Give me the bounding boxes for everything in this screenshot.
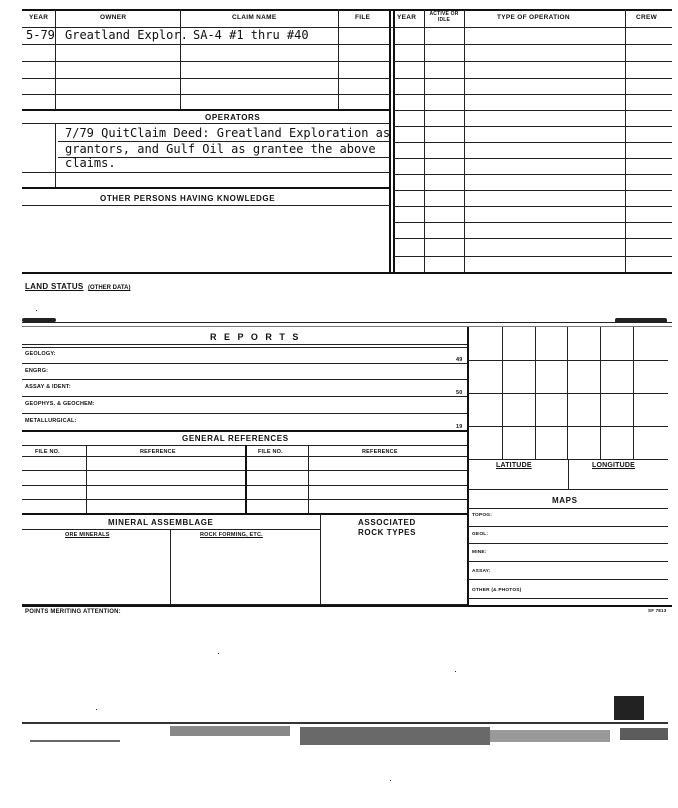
maps-topog: TOPOG: xyxy=(472,513,493,518)
gr-header-file-no-1: FILE NO. xyxy=(35,449,60,455)
maps-mine: MINE: xyxy=(472,550,487,555)
row1-claim: SA-4 #1 thru #40 xyxy=(193,28,309,42)
longitude-label: LONGITUDE xyxy=(592,462,636,469)
header-file: FILE xyxy=(355,14,371,21)
header-crew: CREW xyxy=(636,14,658,21)
report-label-engrg: ENGRG: xyxy=(25,368,49,374)
associated-label: ASSOCIATED xyxy=(358,518,416,527)
report-num-geology: 49 xyxy=(456,357,463,363)
maps-assay: ASSAY: xyxy=(472,569,491,574)
report-label-metallurgical: METALLURGICAL: xyxy=(25,418,77,424)
report-label-assay: ASSAY & IDENT: xyxy=(25,384,71,390)
points-meriting-attention: POINTS MERITING ATTENTION: xyxy=(25,609,121,615)
gr-header-file-no-2: FILE NO. xyxy=(258,449,283,455)
form-number: SF 7813 xyxy=(648,608,667,613)
operators-line-1: 7/79 QuitClaim Deed: Greatland Exploration as xyxy=(65,126,391,140)
header-active-or-idle: ACTIVE OR IDLE xyxy=(429,11,459,23)
operators-line-3: claims. xyxy=(65,156,116,170)
row1-owner: Greatland Explor. xyxy=(65,28,188,42)
land-status-heading xyxy=(25,276,130,294)
header-year: YEAR xyxy=(29,14,49,21)
ore-minerals-header: ORE MINERALS xyxy=(65,532,110,538)
reports-title: R E P O R T S xyxy=(210,332,301,342)
rock-forming-header: ROCK FORMING, ETC. xyxy=(200,532,263,538)
report-label-geophys: GEOPHYS. & GEOCHEM: xyxy=(25,401,95,407)
land-status-subtitle: (OTHER DATA) xyxy=(88,285,131,291)
report-num-assay: 50 xyxy=(456,390,463,396)
header-claim-name: CLAIM NAME xyxy=(232,14,277,21)
report-num-metallurgical: 19 xyxy=(456,424,463,430)
other-persons-title: OTHER PERSONS HAVING KNOWLEDGE xyxy=(100,194,276,203)
row1-year: 5-79 xyxy=(26,28,55,42)
maps-title: MAPS xyxy=(552,496,578,505)
header-type-of-operation: TYPE OF OPERATION xyxy=(497,14,570,21)
maps-other: OTHER (& PHOTOS) xyxy=(472,588,522,593)
maps-geol: GEOL: xyxy=(472,532,489,537)
gr-header-reference-1: REFERENCE xyxy=(140,449,176,455)
header-year-2: YEAR xyxy=(397,14,417,21)
report-label-geology: GEOLOGY: xyxy=(25,351,56,357)
gr-header-reference-2: REFERENCE xyxy=(362,449,398,455)
mineral-title: MINERAL ASSEMBLAGE xyxy=(108,518,214,527)
latitude-label: LATITUDE xyxy=(496,462,532,469)
rock-types-label: ROCK TYPES xyxy=(358,528,417,537)
header-owner: OWNER xyxy=(100,14,127,21)
land-status-title: LAND STATUS xyxy=(25,282,84,291)
general-references-title: GENERAL REFERENCES xyxy=(182,434,289,443)
operators-line-2: grantors, and Gulf Oil as grantee the above xyxy=(65,142,376,156)
operators-title: OPERATORS xyxy=(205,113,261,122)
